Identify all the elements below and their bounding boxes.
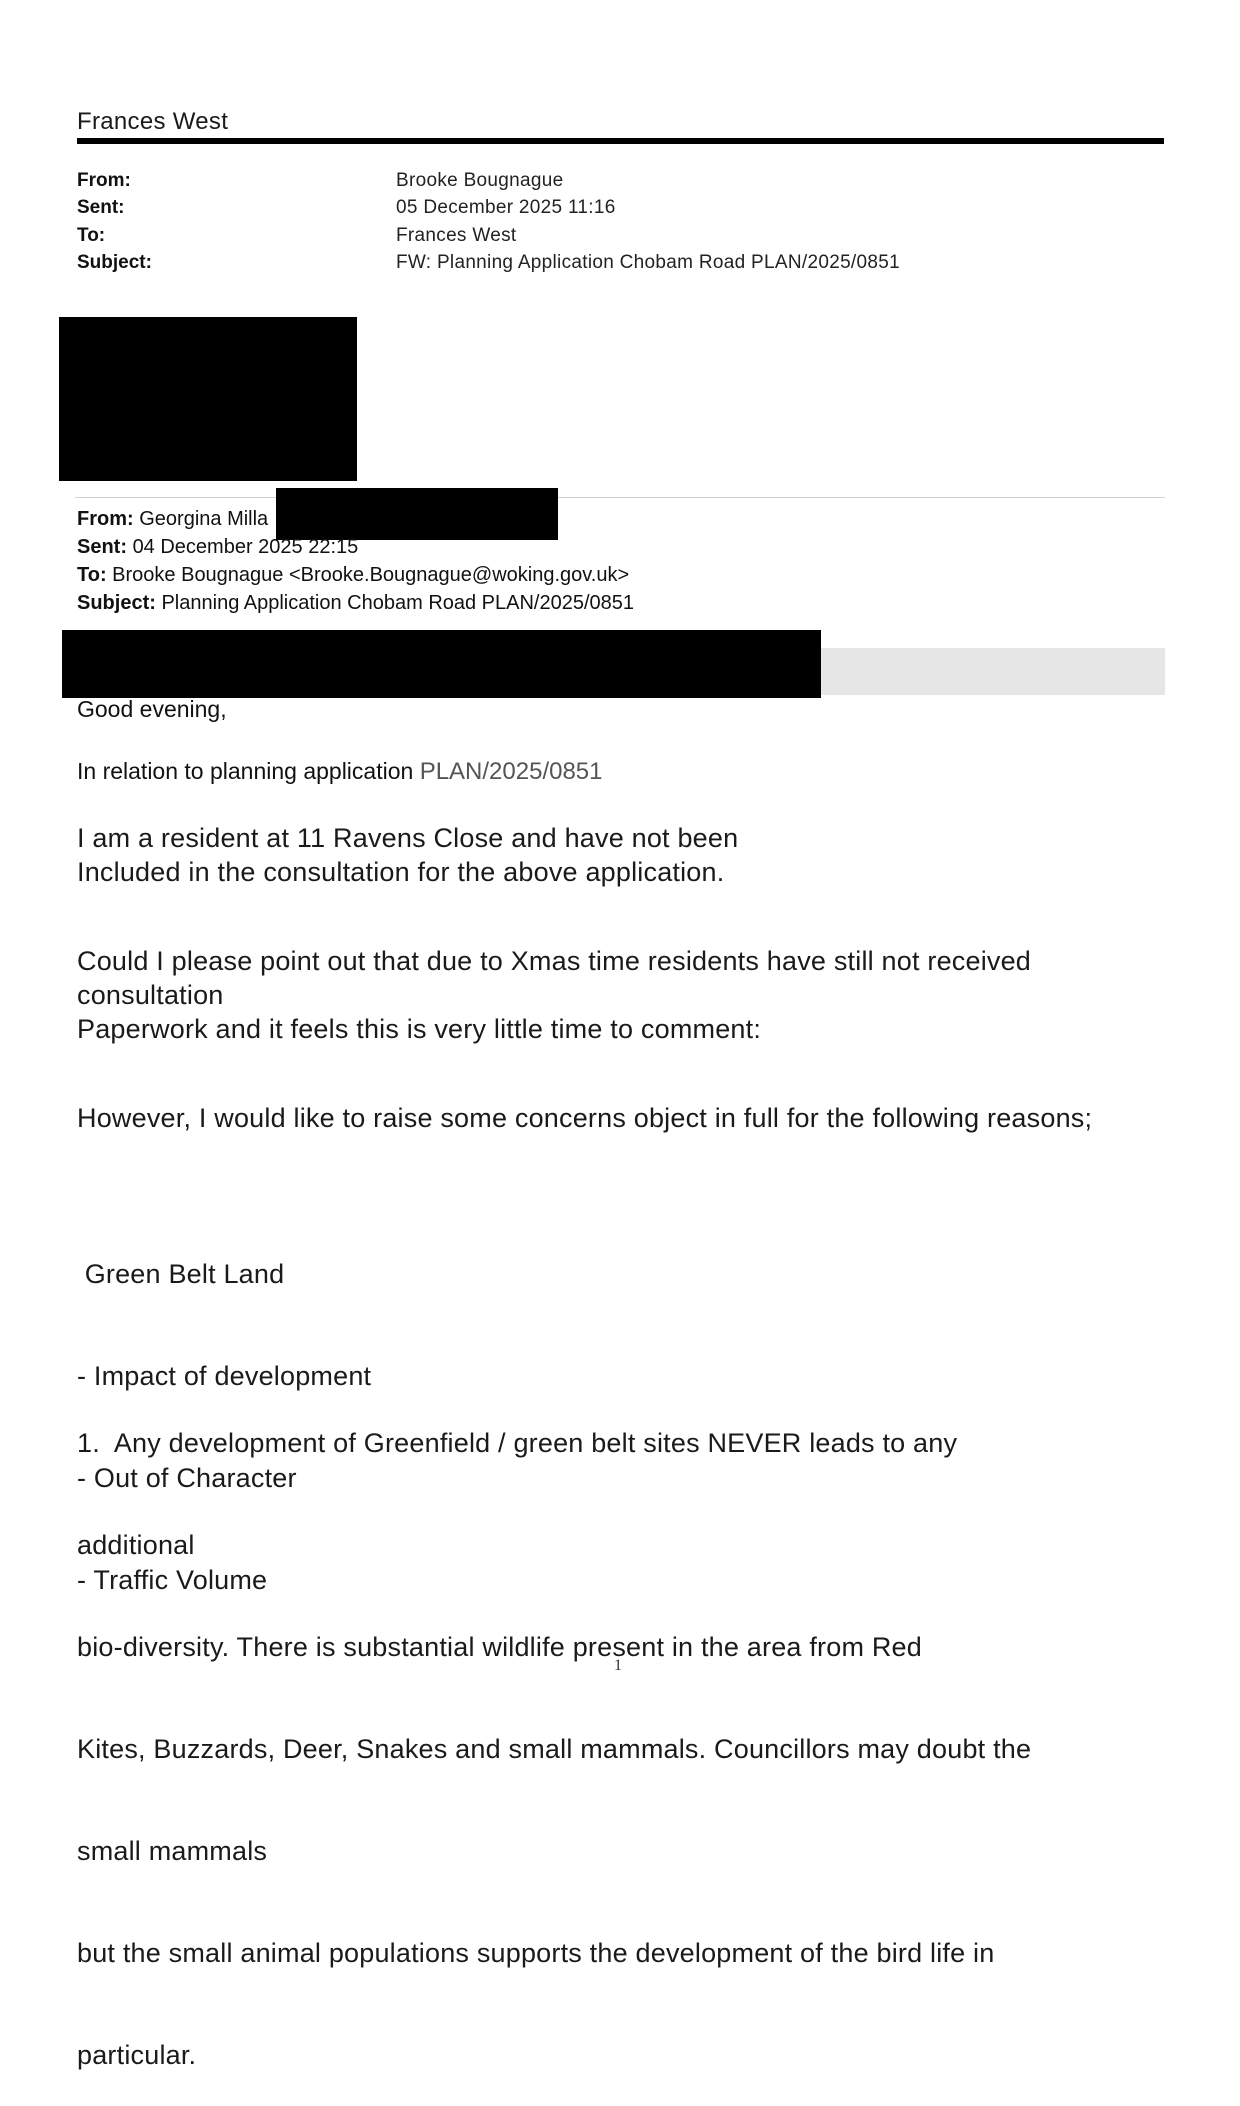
page-number: 1: [614, 1657, 622, 1674]
forwarded-to-line: [77, 564, 629, 587]
paragraph-line: consultation: [77, 980, 224, 1010]
application-reference: PLAN/2025/0851: [419, 758, 603, 785]
relation-prefix: In relation to planning application: [77, 758, 414, 784]
header-rule: [77, 138, 1164, 144]
forwarded-from-value: Georgina Milla: [139, 508, 269, 530]
paragraph-line: Included in the consultation for the above application.: [77, 857, 725, 887]
subject-value: FW: Planning Application Chobam Road PLAN/2025/0851: [396, 252, 900, 273]
reason-item: - Traffic Volume: [77, 1565, 268, 1595]
however-paragraph: However, I would like to raise some concerns object in full for the following reasons;: [77, 1103, 1093, 1133]
from-value: Brooke Bougnague: [396, 170, 564, 191]
to-value: Frances West: [396, 225, 517, 246]
point-one-paragraph: [77, 1358, 1031, 2106]
paragraph-line: additional: [77, 1530, 195, 1560]
paragraph-line: I am a resident at 11 Ravens Close and have not been: [77, 823, 739, 853]
reason-item: Green Belt Land: [77, 1259, 285, 1289]
reason-item: - Impact of development: [77, 1361, 372, 1391]
paragraph-line: bio-diversity. There is substantial wildlife present in the area from Red: [77, 1632, 922, 1662]
reason-item: - Out of Character: [77, 1463, 297, 1493]
paragraph-line: Kites, Buzzards, Deer, Snakes and small mammals. Councillors may doubt the: [77, 1734, 1032, 1764]
from-label: From:: [77, 170, 131, 191]
subject-label: Subject:: [77, 252, 152, 273]
forwarded-sent-line: [77, 536, 358, 559]
sent-label: Sent:: [77, 197, 125, 218]
separator-rule: [75, 497, 1165, 498]
forwarded-to-label: To:: [77, 564, 107, 586]
to-label: To:: [77, 225, 106, 246]
forwarded-subject-line: [77, 592, 634, 615]
redaction-block: [62, 630, 821, 698]
paragraph-line: Paperwork and it feels this is very little time to comment:: [77, 1014, 762, 1044]
paragraph-line: particular.: [77, 2040, 197, 2070]
redaction-block: [59, 317, 357, 481]
greeting: Good evening,: [77, 696, 227, 722]
sent-value: 05 December 2025 11:16: [396, 197, 616, 218]
paragraph-line: 1. Any development of Greenfield / green belt sites NEVER leads to any: [77, 1428, 958, 1458]
forwarded-sent-value: 04 December 2025 22:15: [132, 536, 359, 558]
redaction-block: [276, 488, 558, 540]
forwarded-subject-value: Planning Application Chobam Road PLAN/2025/0851: [161, 592, 635, 614]
forwarded-to-value: Brooke Bougnague <Brooke.Bougnague@woking.gov.uk>: [112, 564, 630, 586]
mailbox-owner-name: Frances West: [77, 108, 229, 135]
relation-line: [77, 758, 603, 786]
paragraph-line: Could I please point out that due to Xmas time residents have still not received: [77, 946, 1032, 976]
paragraph-line: small mammals: [77, 1836, 268, 1866]
forwarded-from-label: From:: [77, 508, 134, 530]
point-out-paragraph: [77, 944, 1031, 1046]
paragraph-line: but the small animal populations supports the development of the bird life in: [77, 1938, 995, 1968]
forwarded-subject-label: Subject:: [77, 592, 156, 614]
forwarded-from-line: [77, 508, 268, 531]
forwarded-sent-label: Sent:: [77, 536, 127, 558]
resident-paragraph: [77, 821, 738, 889]
